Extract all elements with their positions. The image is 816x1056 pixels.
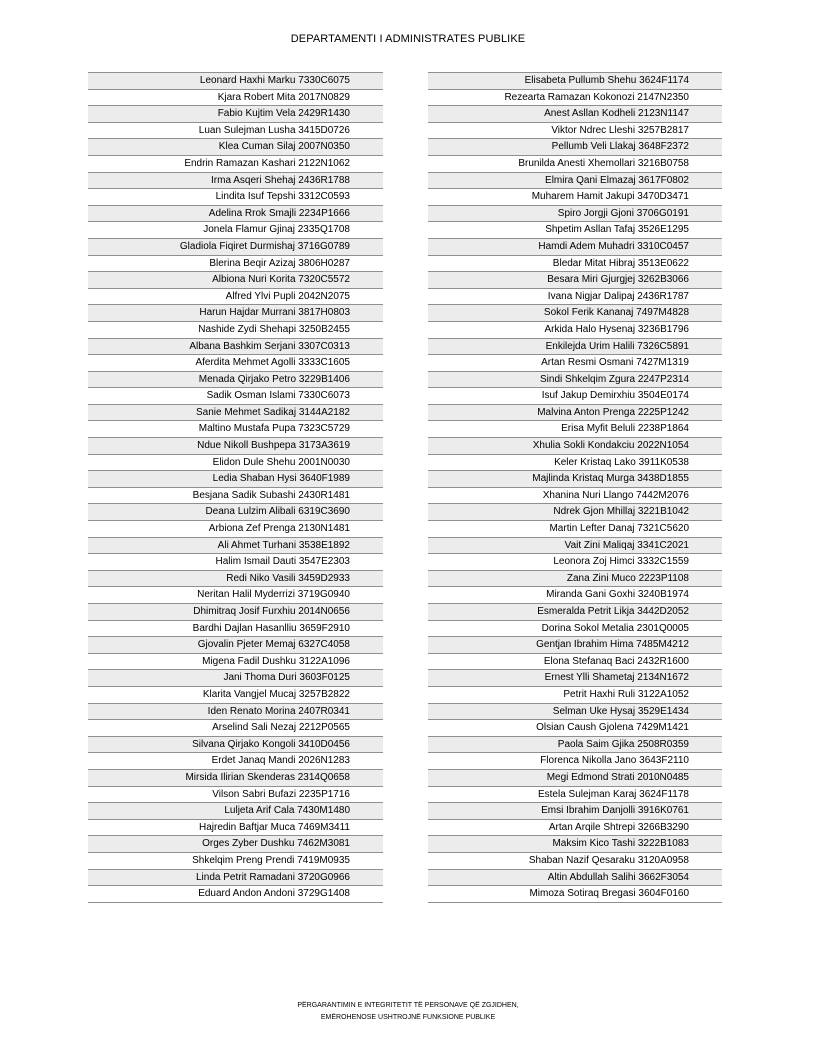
table-row: Gentjan Ibrahim Hima 7485M4212 (428, 637, 722, 654)
table-row: Harun Hajdar Murrani 3817H0803 (88, 305, 383, 322)
table-row: Menada Qirjako Petro 3229B1406 (88, 372, 383, 389)
table-row: Sadik Osman Islami 7330C6073 (88, 388, 383, 405)
table-row: Jonela Flamur Gjinaj 2335Q1708 (88, 222, 383, 239)
table-row: Iden Renato Morina 2407R0341 (88, 704, 383, 721)
table-row: Brunilda Anesti Xhemollari 3216B0758 (428, 156, 722, 173)
table-row: Rezearta Ramazan Kokonozi 2147N2350 (428, 90, 722, 107)
table-row: Ivana Nigjar Dalipaj 2436R1787 (428, 289, 722, 306)
table-row: Lindita Isuf Tepshi 3312C0593 (88, 189, 383, 206)
table-row: Miranda Gani Goxhi 3240B1974 (428, 587, 722, 604)
table-row: Hajredin Baftjar Muca 7469M3411 (88, 820, 383, 837)
table-row: Artan Arqile Shtrepi 3266B3290 (428, 820, 722, 837)
table-row: Elisabeta Pullumb Shehu 3624F1174 (428, 73, 722, 90)
table-row: Mimoza Sotiraq Bregasi 3604F0160 (428, 886, 722, 903)
table-row: Deana Lulzim Alibali 6319C3690 (88, 504, 383, 521)
table-row: Besjana Sadik Subashi 2430R1481 (88, 488, 383, 505)
table-row: Sanie Mehmet Sadikaj 3144A2182 (88, 405, 383, 422)
table-row: Albiona Nuri Korita 7320C5572 (88, 272, 383, 289)
table-row: Arbiona Zef Prenga 2130N1481 (88, 521, 383, 538)
table-row: Shpetim Asllan Tafaj 3526E1295 (428, 222, 722, 239)
table-row: Nashide Zydi Shehapi 3250B2455 (88, 322, 383, 339)
table-row: Petrit Haxhi Ruli 3122A1052 (428, 687, 722, 704)
table-row: Olsian Caush Gjolena 7429M1421 (428, 720, 722, 737)
table-row: Silvana Qirjako Kongoli 3410D0456 (88, 737, 383, 754)
table-row: Anest Asllan Kodheli 2123N1147 (428, 106, 722, 123)
table-row: Xhulia Sokli Kondakciu 2022N1054 (428, 438, 722, 455)
table-row: Kjara Robert Mita 2017N0829 (88, 90, 383, 107)
table-row: Emsi Ibrahim Danjolli 3916K0761 (428, 803, 722, 820)
table-row: Klea Cuman Silaj 2007N0350 (88, 139, 383, 156)
table-row: Endrin Ramazan Kashari 2122N1062 (88, 156, 383, 173)
table-row: Altin Abdullah Salihi 3662F3054 (428, 870, 722, 887)
table-row: Artan Resmi Osmani 7427M1319 (428, 355, 722, 372)
table-row: Viktor Ndrec Lleshi 3257B2817 (428, 123, 722, 140)
table-row: Esmeralda Petrit Likja 3442D2052 (428, 604, 722, 621)
table-row: Adelina Rrok Smajli 2234P1666 (88, 206, 383, 223)
table-row: Selman Uke Hysaj 3529E1434 (428, 704, 722, 721)
table-row: Muharem Hamit Jakupi 3470D3471 (428, 189, 722, 206)
table-row: Maltino Mustafa Pupa 7323C5729 (88, 421, 383, 438)
table-row: Arselind Sali Nezaj 2212P0565 (88, 720, 383, 737)
footer-line-1: PËRGARANTIMIN E INTEGRITETIT TË PERSONAVE QË ZGJIDHEN, (297, 1002, 519, 1009)
table-row: Dorina Sokol Metalia 2301Q0005 (428, 621, 722, 638)
table-row: Eduard Andon Andoni 3729G1408 (88, 886, 383, 903)
table-row: Sindi Shkelqim Zgura 2247P2314 (428, 372, 722, 389)
table-row: Besara Miri Gjurgjej 3262B3066 (428, 272, 722, 289)
table-row: Luan Sulejman Lusha 3415D0726 (88, 123, 383, 140)
footer (0, 1000, 816, 1024)
table-row: Blerina Beqir Azizaj 3806H0287 (88, 256, 383, 273)
table-row: Sokol Ferik Kananaj 7497M4828 (428, 305, 722, 322)
table-row: Linda Petrit Ramadani 3720G0966 (88, 870, 383, 887)
table-row: Redi Niko Vasili 3459D2933 (88, 571, 383, 588)
table-row: Ali Ahmet Turhani 3538E1892 (88, 538, 383, 555)
table-row: Leonard Haxhi Marku 7330C6075 (88, 73, 383, 90)
table-row: Klarita Vangjel Mucaj 3257B2822 (88, 687, 383, 704)
table-row: Luljeta Arif Cala 7430M1480 (88, 803, 383, 820)
table-row: Megi Edmond Strati 2010N0485 (428, 770, 722, 787)
table-row: Enkilejda Urim Halili 7326C5891 (428, 339, 722, 356)
table-row: Alfred Ylvi Pupli 2042N2075 (88, 289, 383, 306)
table-row: Ernest Ylli Shametaj 2134N1672 (428, 670, 722, 687)
table-row: Irma Asqeri Shehaj 2436R1788 (88, 173, 383, 190)
table-row: Migena Fadil Dushku 3122A1096 (88, 654, 383, 671)
table-row: Estela Sulejman Karaj 3624F1178 (428, 787, 722, 804)
table-row: Leonora Zoj Himci 3332C1559 (428, 554, 722, 571)
table-row: Bledar Mitat Hibraj 3513E0622 (428, 256, 722, 273)
table-row: Elmira Qani Elmazaj 3617F0802 (428, 173, 722, 190)
page-title: DEPARTAMENTI I ADMINISTRATES PUBLIKE (290, 33, 526, 45)
table-row: Gjovalin Pjeter Memaj 6327C4058 (88, 637, 383, 654)
table-row: Maksim Kico Tashi 3222B1083 (428, 836, 722, 853)
table-row: Xhanina Nuri Llango 7442M2076 (428, 488, 722, 505)
table-row: Martin Lefter Danaj 7321C5620 (428, 521, 722, 538)
table-row: Pellumb Veli Llakaj 3648F2372 (428, 139, 722, 156)
table-row: Paola Saim Gjika 2508R0359 (428, 737, 722, 754)
table-row: Elona Stefanaq Baci 2432R1600 (428, 654, 722, 671)
table-row: Shkelqim Preng Prendi 7419M0935 (88, 853, 383, 870)
table-row: Mirsida Ilirian Skenderas 2314Q0658 (88, 770, 383, 787)
table-row: Vait Zini Maliqaj 3341C2021 (428, 538, 722, 555)
table-row: Albana Bashkim Serjani 3307C0313 (88, 339, 383, 356)
table-row: Halim Ismail Dauti 3547E2303 (88, 554, 383, 571)
table-row: Spiro Jorgji Gjoni 3706G0191 (428, 206, 722, 223)
table-row: Vilson Sabri Bufazi 2235P1716 (88, 787, 383, 804)
table-row: Ledia Shaban Hysi 3640F1989 (88, 471, 383, 488)
table-row: Ndrek Gjon Mhillaj 3221B1042 (428, 504, 722, 521)
table-row: Arkida Halo Hysenaj 3236B1796 (428, 322, 722, 339)
table-row: Majlinda Kristaq Murga 3438D1855 (428, 471, 722, 488)
table-row: Gladiola Fiqiret Durmishaj 3716G0789 (88, 239, 383, 256)
table-row: Aferdita Mehmet Agolli 3333C1605 (88, 355, 383, 372)
table-row: Dhimitraq Josif Furxhiu 2014N0656 (88, 604, 383, 621)
table-row: Shaban Nazif Qesaraku 3120A0958 (428, 853, 722, 870)
table-row: Neritan Halil Myderrizi 3719G0940 (88, 587, 383, 604)
table-row: Malvina Anton Prenga 2225P1242 (428, 405, 722, 422)
table-row: Zana Zini Muco 2223P1108 (428, 571, 722, 588)
table-row: Orges Zyber Dushku 7462M3081 (88, 836, 383, 853)
table-row: Ndue Nikoll Bushpepa 3173A3619 (88, 438, 383, 455)
left-name-column (88, 72, 383, 903)
table-row: Elidon Dule Shehu 2001N0030 (88, 455, 383, 472)
table-row: Keler Kristaq Lako 3911K0538 (428, 455, 722, 472)
table-row: Isuf Jakup Demirxhiu 3504E0174 (428, 388, 722, 405)
table-row: Jani Thoma Duri 3603F0125 (88, 670, 383, 687)
table-row: Erdet Janaq Mandi 2026N1283 (88, 753, 383, 770)
footer-line-2: EMËROHENOSE USHTROJNË FUNKSIONE PUBLIKE (320, 1014, 496, 1021)
table-row: Erisa Myfit Beluli 2238P1864 (428, 421, 722, 438)
right-name-column (428, 72, 722, 903)
table-row: Fabio Kujtim Vela 2429R1430 (88, 106, 383, 123)
table-row: Hamdi Adem Muhadri 3310C0457 (428, 239, 722, 256)
table-row: Florenca Nikolla Jano 3643F2110 (428, 753, 722, 770)
table-row: Bardhi Dajlan Hasanlliu 3659F2910 (88, 621, 383, 638)
